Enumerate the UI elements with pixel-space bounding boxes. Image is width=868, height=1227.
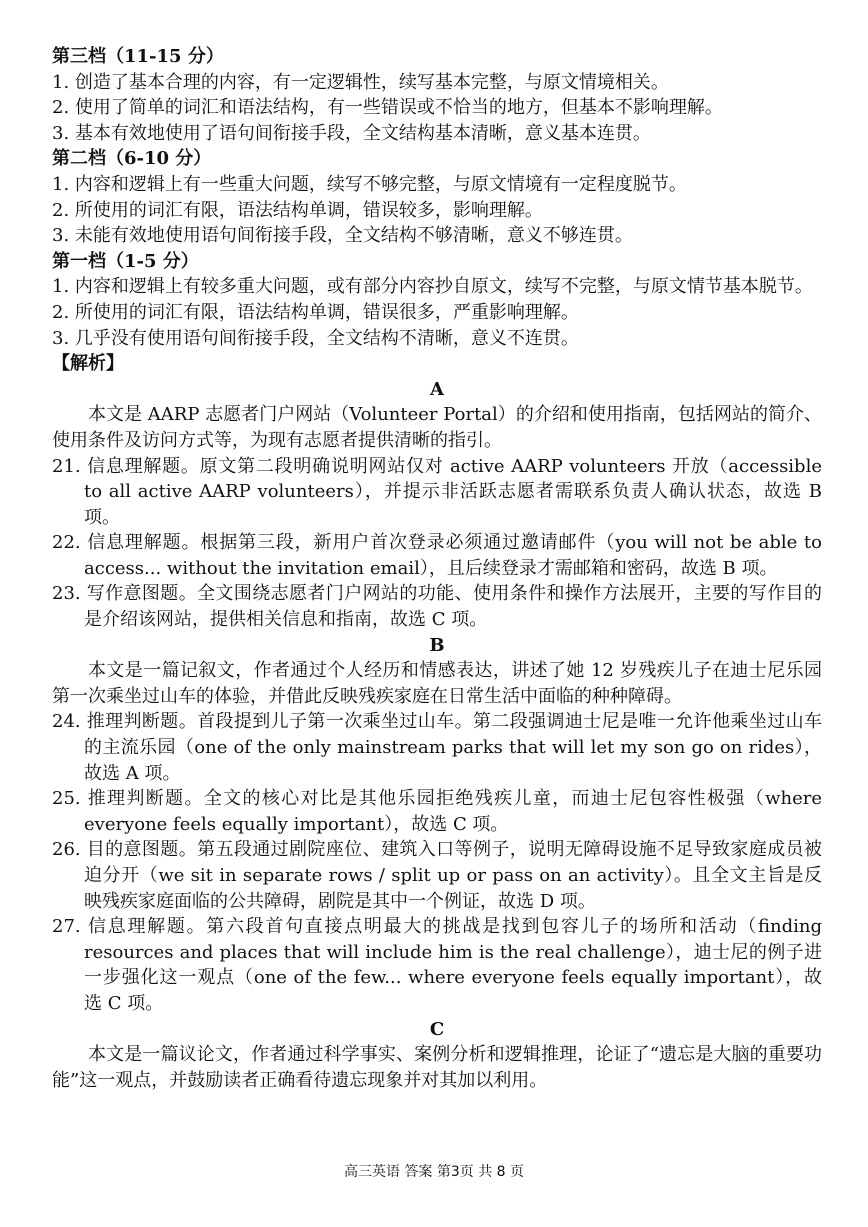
answer-page — [52, 44, 822, 1093]
section-b-letter: B — [429, 634, 445, 656]
page-footer: 高三英语 答案 第3页 共 8 页 — [343, 1164, 525, 1180]
band2-item-2: 2. 所使用的词汇有限，语法结构单调，错误较多，影响理解。 — [52, 199, 543, 221]
question-21: 21. 信息理解题。原文第二段明确说明网站仅对 active AARP volunteers 开放（accessible to all active AARP volunteers），并提示非活跃志愿者需联系负责人确认状态，故选 B 项。 — [52, 455, 822, 528]
question-26: 26. 目的意图题。第五段通过剧院座位、建筑入口等例子，说明无障碍设施不足导致家庭成员被迫分开（we sit in separate rows / split up or pass on an activity）。且全文主旨是反映残疾家庭面临的公共障碍，剧院是其中一个例证，故选 D 项。 — [52, 839, 822, 912]
question-24: 24. 推理判断题。首段提到儿子第一次乘坐过山车。第二段强调迪士尼是唯一允许他乘坐过山车的主流乐园（one of the only mainstream parks that will let my son go on rides），故选 A 项。 — [52, 711, 822, 784]
band1-item-1: 1. 内容和逻辑上有较多重大问题，或有部分内容抄自原文，续写不完整，与原文情节基本脱节。 — [52, 276, 813, 298]
question-25: 25. 推理判断题。全文的核心对比是其他乐园拒绝残疾儿童，而迪士尼包容性极强（where everyone feels equally important），故选 C 项。 — [52, 788, 822, 835]
band1-title: 第一档（1-5 分） — [52, 250, 199, 272]
section-b-intro: 本文是一篇记叙文，作者通过个人经历和情感表达，讲述了她 12 岁残疾儿子在迪士尼乐园第一次乘坐过山车的体验，并借此反映残疾家庭在日常生活中面临的种种障碍。 — [52, 660, 822, 707]
band2-item-3: 3. 未能有效地使用语句间衔接手段，全文结构不够清晰，意义不够连贯。 — [52, 225, 633, 247]
section-a-intro: 本文是 AARP 志愿者门户网站（Volunteer Portal）的介绍和使用指南，包括网站的简介、使用条件及访问方式等，为现有志愿者提供清晰的指引。 — [52, 404, 822, 451]
band3-item-3: 3. 基本有效地使用了语句间衔接手段，全文结构基本清晰，意义基本连贯。 — [52, 122, 651, 144]
band2-item-1: 1. 内容和逻辑上有一些重大问题，续写不够完整，与原文情境有一定程度脱节。 — [52, 173, 687, 195]
section-a-letter: A — [430, 378, 444, 400]
band3-item-1: 1. 创造了基本合理的内容，有一定逻辑性，续写基本完整，与原文情境相关。 — [52, 71, 669, 93]
question-23: 23. 写作意图题。全文围绕志愿者门户网站的功能、使用条件和操作方法展开，主要的写作目的是介绍该网站，提供相关信息和指南，故选 C 项。 — [52, 583, 822, 631]
band2-title: 第二档（6-10 分） — [52, 148, 212, 170]
band1-item-3: 3. 几乎没有使用语句间衔接手段，全文结构不清晰，意义不连贯。 — [52, 327, 579, 349]
section-c-intro: 本文是一篇议论文，作者通过科学事实、案例分析和逻辑推理，论证了“遗忘是大脑的重要功能”这一观点，并鼓励读者正确看待遗忘现象并对其加以利用。 — [52, 1044, 822, 1091]
band3-item-2: 2. 使用了简单的词汇和语法结构，有一些错误或不恰当的地方，但基本不影响理解。 — [52, 97, 723, 119]
section-c-letter: C — [429, 1018, 445, 1040]
question-22: 22. 信息理解题。根据第三段，新用户首次登录必须通过邀请邮件（you will not be able to access... without the invitation email），且后续登录才需邮箱和密码，故选 B 项。 — [52, 532, 822, 579]
band3-title: 第三档（11-15 分） — [52, 46, 224, 67]
question-27: 27. 信息理解题。第六段首句直接点明最大的挑战是找到包容儿子的场所和活动（finding resources and places that will include him is the real challenge），迪士尼的例子进一步强化这一观点（one of the few... where everyone feels equally important），故选 C 项。 — [52, 916, 822, 1014]
analysis-label: 【解析】 — [52, 353, 124, 375]
band1-item-2: 2. 所使用的词汇有限，语法结构单调，错误很多，严重影响理解。 — [52, 301, 579, 323]
